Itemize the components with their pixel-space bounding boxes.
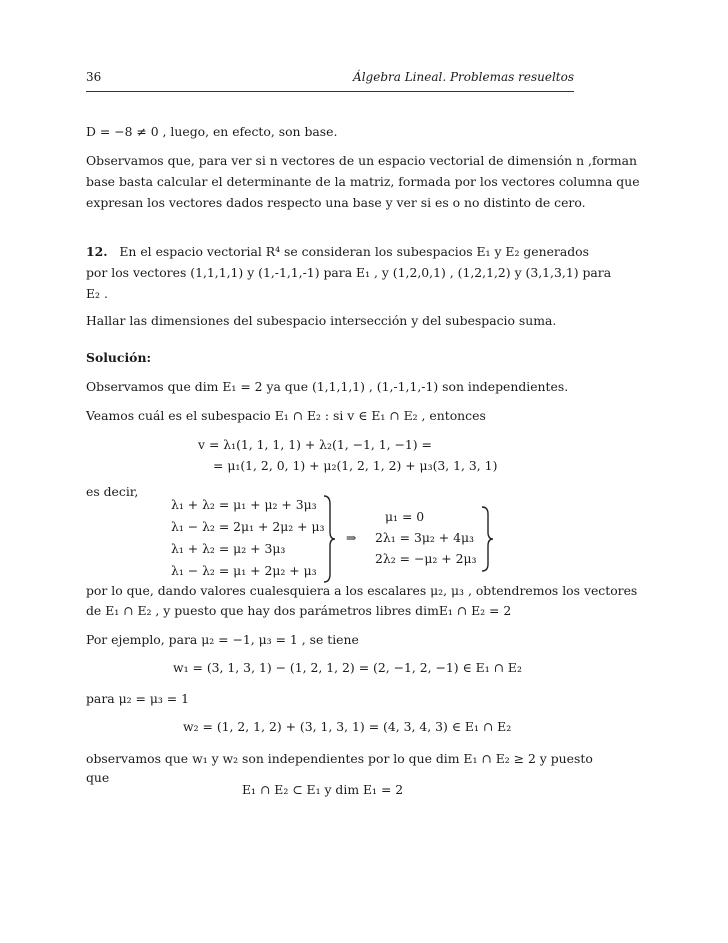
paragraph-line: Observamos que, para ver si n vectores de un espacio vectorial de dimensión n ,forman: [86, 153, 638, 168]
header-rule: [86, 91, 574, 92]
solution-heading: Solución:: [86, 350, 152, 365]
equation-v-cont: = μ₁(1, 2, 0, 1) + μ₂(1, 2, 1, 2) + μ₃(3, 1, 3, 1): [213, 458, 498, 473]
problem-text: En el espacio vectorial R⁴ se consideran los subespacios E₁ y E₂ generados: [119, 244, 589, 259]
solution-line: Veamos cuál es el subespacio E₁ ∩ E₂ : si v ∈ E₁ ∩ E₂ , entonces: [86, 408, 486, 423]
solution-line: es decir,: [86, 484, 139, 499]
solution-line: que: [86, 770, 110, 785]
problem-statement-line: [86, 244, 589, 259]
implies-arrow: ⇒: [346, 530, 357, 545]
solution-line: Observamos que dim E₁ = 2 ya que (1,1,1,1) , (1,-1,1,-1) son independientes.: [86, 379, 569, 394]
solution-line: de E₁ ∩ E₂ , y puesto que hay dos parámetros libres dimE₁ ∩ E₂ = 2: [86, 603, 512, 618]
equation-w2: w₂ = (1, 2, 1, 2) + (3, 1, 3, 1) = (4, 3, 4, 3) ∈ E₁ ∩ E₂: [183, 719, 512, 734]
system-right-eq: 2λ₁ = 3μ₂ + 4μ₃: [375, 530, 475, 545]
right-brace-icon: [480, 505, 494, 573]
problem-number: 12.: [86, 244, 108, 259]
equation-w1: w₁ = (3, 1, 3, 1) − (1, 2, 1, 2) = (2, −1, 2, −1) ∈ E₁ ∩ E₂: [173, 660, 522, 675]
equation-final: E₁ ∩ E₂ ⊂ E₁ y dim E₁ = 2: [242, 782, 404, 797]
page-number: 36: [86, 70, 102, 84]
system-left-eq: λ₁ + λ₂ = μ₁ + μ₂ + 3μ₃: [171, 497, 317, 512]
system-right-eq: 2λ₂ = −μ₂ + 2μ₃: [375, 551, 477, 566]
system-left-eq: λ₁ + λ₂ = μ₂ + 3μ₃: [171, 541, 286, 556]
problem-statement-line: E₂ .: [86, 286, 108, 301]
problem-statement-line: por los vectores (1,1,1,1) y (1,-1,1,-1) para E₁ , y (1,2,0,1) , (1,2,1,2) y (3,1,3,1) para: [86, 265, 612, 280]
equation-v: v = λ₁(1, 1, 1, 1) + λ₂(1, −1, 1, −1) =: [198, 437, 432, 452]
problem-question: Hallar las dimensiones del subespacio intersección y del subespacio suma.: [86, 313, 557, 328]
solution-line: por lo que, dando valores cualesquiera a los escalares μ₂, μ₃ , obtendremos los vectores: [86, 583, 638, 598]
running-title: Álgebra Lineal. Problemas resueltos: [353, 70, 574, 84]
determinant-statement: D = −8 ≠ 0 , luego, en efecto, son base.: [86, 124, 338, 139]
system-right-eq: μ₁ = 0: [385, 509, 425, 524]
paragraph-line: base basta calcular el determinante de la matriz, formada por los vectores columna que: [86, 174, 640, 189]
system-left-eq: λ₁ − λ₂ = μ₁ + 2μ₂ + μ₃: [171, 563, 317, 578]
paragraph-line: expresan los vectores dados respecto una base y ver si es o no distinto de cero.: [86, 195, 586, 210]
system-left-eq: λ₁ − λ₂ = 2μ₁ + 2μ₂ + μ₃: [171, 519, 325, 534]
solution-line: observamos que w₁ y w₂ son independientes por lo que dim E₁ ∩ E₂ ≥ 2 y puesto: [86, 751, 593, 766]
solution-line: Por ejemplo, para μ₂ = −1, μ₃ = 1 , se tiene: [86, 632, 359, 647]
right-brace-icon: [322, 494, 336, 584]
solution-line: para μ₂ = μ₃ = 1: [86, 691, 190, 706]
